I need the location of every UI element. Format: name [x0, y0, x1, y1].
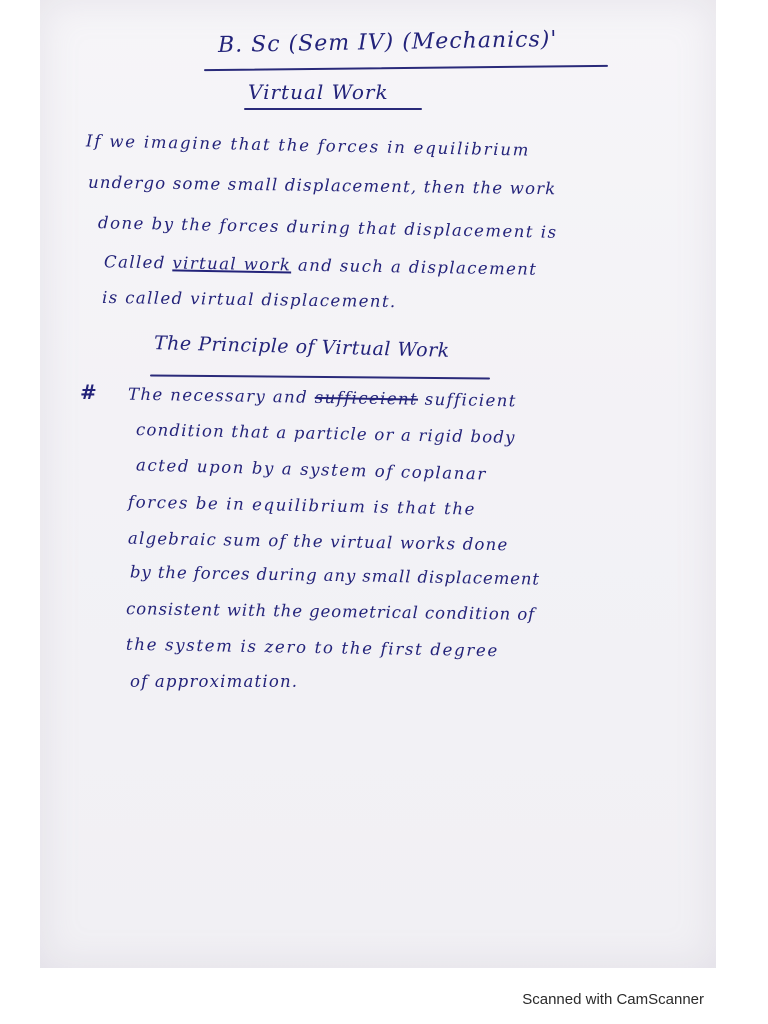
page-subtitle: Virtual Work: [248, 80, 389, 104]
bullet-mark: #: [80, 380, 98, 404]
section2-line-1-start: The necessary and: [127, 384, 309, 407]
paragraph1-line-3: done by the forces during that displacement is: [97, 213, 558, 242]
struck-word: sufficeient: [314, 387, 419, 409]
section2-line-8: the system is zero to the first degree: [125, 634, 500, 661]
subtitle-underline: [244, 108, 422, 110]
section2-line-2: condition that a particle or a rigid body: [135, 420, 516, 447]
section2-line-9: of approximation.: [130, 672, 299, 691]
section2-line-3: acted upon by a system of coplanar: [135, 455, 488, 484]
paragraph1-line-1: If we imagine that the forces in equilibrium: [85, 131, 531, 160]
virtual-work-term: virtual work: [172, 253, 292, 275]
section2-line-5: algebraic sum of the virtual works done: [127, 528, 509, 555]
section2-line-1-end: sufficient: [424, 389, 517, 411]
paragraph1-line-4-start: Called: [103, 252, 166, 273]
section2-line-4: forces be in equilibrium is that the: [127, 492, 477, 519]
paragraph1-line-2: undergo some small displacement, then the work: [87, 172, 557, 199]
page-title: B. Sc (Sem IV) (Mechanics)': [217, 27, 558, 58]
section2-line-6: by the forces during any small displacement: [129, 562, 541, 589]
section-heading: The Principle of Virtual Work: [153, 332, 451, 362]
paragraph1-line-4-end: and such a displacement: [297, 255, 538, 279]
section2-line-7: consistent with the geometrical condition of: [125, 599, 536, 624]
camscanner-watermark: Scanned with CamScanner: [522, 991, 704, 1008]
paragraph1-line-5: is called virtual displacement.: [101, 287, 397, 312]
